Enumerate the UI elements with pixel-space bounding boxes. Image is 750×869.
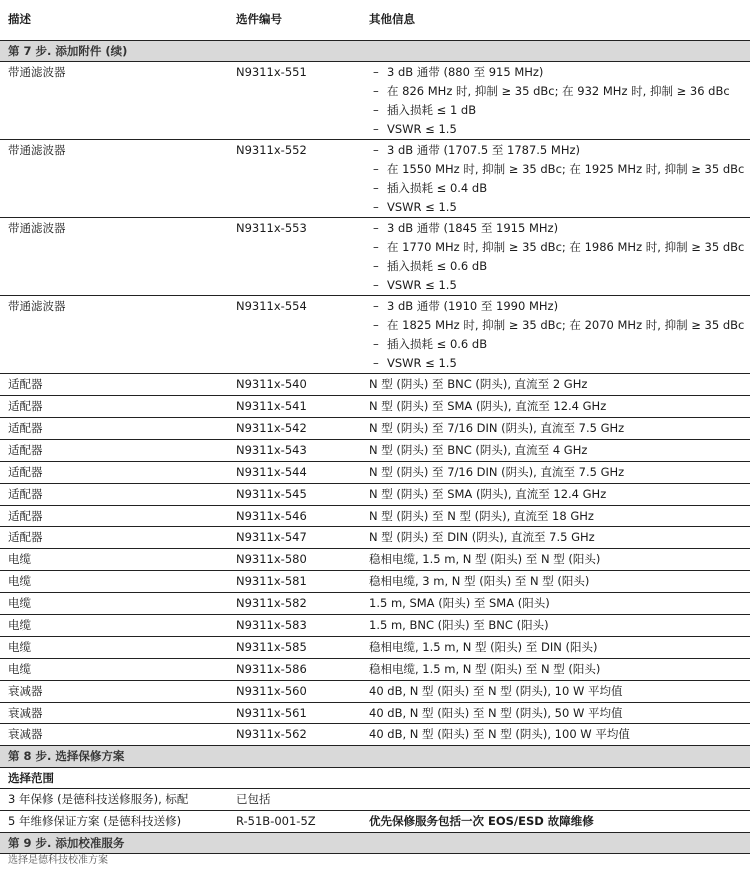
spec-item: – 插入损耗 ≤ 0.4 dB bbox=[369, 179, 750, 198]
row-info bbox=[361, 789, 750, 811]
row-option-code: N9311x-544 bbox=[228, 461, 361, 483]
row-option-code: N9311x-541 bbox=[228, 396, 361, 418]
spec-item: – 在 1825 MHz 时, 抑制 ≥ 35 dBc; 在 2070 MHz 时, 抑制 ≥ 35 dBc bbox=[369, 316, 750, 335]
table-row bbox=[0, 296, 750, 374]
row-info: N 型 (阴头) 至 DIN (阴头), 直流至 7.5 GHz bbox=[361, 527, 750, 549]
header-other-info: 其他信息 bbox=[361, 0, 750, 41]
row-option-code: N9311x-546 bbox=[228, 505, 361, 527]
spec-item: – VSWR ≤ 1.5 bbox=[369, 276, 750, 295]
spec-item: – 3 dB 通带 (1845 至 1915 MHz) bbox=[369, 219, 750, 238]
row-option-code: N9311x-583 bbox=[228, 615, 361, 637]
spec-item: – VSWR ≤ 1.5 bbox=[369, 120, 750, 139]
section-title: 第 8 步. 选择保修方案 bbox=[0, 746, 750, 767]
row-info: 优先保修服务包括一次 EOS/ESD 故障维修 bbox=[361, 811, 750, 833]
row-description: 带通滤波器 bbox=[0, 296, 228, 374]
row-description: 5 年维修保证方案 (是德科技送修) bbox=[0, 811, 228, 833]
spec-item: – 3 dB 通带 (880 至 915 MHz) bbox=[369, 63, 750, 82]
header-option-number: 选件编号 bbox=[228, 0, 361, 41]
row-description: 电缆 bbox=[0, 615, 228, 637]
row-description: 衰减器 bbox=[0, 680, 228, 702]
row-option-code: N9311x-552 bbox=[228, 140, 361, 218]
row-info: 稳相电缆, 1.5 m, N 型 (阳头) 至 DIN (阳头) bbox=[361, 636, 750, 658]
table-row-partial bbox=[0, 854, 750, 869]
row-specs bbox=[361, 62, 750, 140]
table-row bbox=[0, 789, 750, 811]
row-info: N 型 (阴头) 至 N 型 (阴头), 直流至 18 GHz bbox=[361, 505, 750, 527]
row-option-code: N9311x-560 bbox=[228, 680, 361, 702]
row-description: 衰减器 bbox=[0, 702, 228, 724]
row-description: 带通滤波器 bbox=[0, 62, 228, 140]
row-description: 适配器 bbox=[0, 527, 228, 549]
row-info: N 型 (阴头) 至 SMA (阴头), 直流至 12.4 GHz bbox=[361, 483, 750, 505]
row-info: 稳相电缆, 3 m, N 型 (阳头) 至 N 型 (阳头) bbox=[361, 571, 750, 593]
table-row bbox=[0, 483, 750, 505]
row-option-code: N9311x-540 bbox=[228, 374, 361, 396]
row-info: N 型 (阴头) 至 BNC (阴头), 直流至 2 GHz bbox=[361, 374, 750, 396]
row-option-code: N9311x-554 bbox=[228, 296, 361, 374]
row-option-code: N9311x-551 bbox=[228, 62, 361, 140]
table-row bbox=[0, 218, 750, 296]
table-row bbox=[0, 527, 750, 549]
spec-item: – 插入损耗 ≤ 0.6 dB bbox=[369, 257, 750, 276]
table-row bbox=[0, 571, 750, 593]
row-specs bbox=[361, 140, 750, 218]
table-row bbox=[0, 615, 750, 637]
row-description: 电缆 bbox=[0, 658, 228, 680]
row-description: 适配器 bbox=[0, 396, 228, 418]
row-option-code: R-51B-001-5Z bbox=[228, 811, 361, 833]
row-info: 40 dB, N 型 (阳头) 至 N 型 (阴头), 50 W 平均值 bbox=[361, 702, 750, 724]
section-title: 第 9 步. 添加校准服务 bbox=[0, 833, 750, 854]
table-row bbox=[0, 439, 750, 461]
table-row bbox=[0, 658, 750, 680]
row-info: N 型 (阴头) 至 BNC (阴头), 直流至 4 GHz bbox=[361, 439, 750, 461]
section-step9 bbox=[0, 833, 750, 854]
row-description: 适配器 bbox=[0, 417, 228, 439]
row-description: 电缆 bbox=[0, 571, 228, 593]
spec-item: – 插入损耗 ≤ 1 dB bbox=[369, 101, 750, 120]
row-description: 电缆 bbox=[0, 549, 228, 571]
table-row bbox=[0, 417, 750, 439]
row-description: 带通滤波器 bbox=[0, 218, 228, 296]
table-row bbox=[0, 140, 750, 218]
header-description: 描述 bbox=[0, 0, 228, 41]
row-option-code: N9311x-581 bbox=[228, 571, 361, 593]
row-option-code: N9311x-542 bbox=[228, 417, 361, 439]
row-description: 适配器 bbox=[0, 374, 228, 396]
row-option-code: N9311x-547 bbox=[228, 527, 361, 549]
spec-item: – 插入损耗 ≤ 0.6 dB bbox=[369, 335, 750, 354]
row-description: 电缆 bbox=[0, 636, 228, 658]
table-row bbox=[0, 505, 750, 527]
spec-item: – 在 1550 MHz 时, 抑制 ≥ 35 dBc; 在 1925 MHz 时, 抑制 ≥ 35 dBc bbox=[369, 160, 750, 179]
row-info: 稳相电缆, 1.5 m, N 型 (阳头) 至 N 型 (阳头) bbox=[361, 549, 750, 571]
table-row bbox=[0, 62, 750, 140]
spec-item: – 3 dB 通带 (1707.5 至 1787.5 MHz) bbox=[369, 141, 750, 160]
table-row bbox=[0, 680, 750, 702]
spec-item: – 在 1770 MHz 时, 抑制 ≥ 35 dBc; 在 1986 MHz 时, 抑制 ≥ 35 dBc bbox=[369, 238, 750, 257]
table-row bbox=[0, 374, 750, 396]
row-description: 选择是德科技校准方案 bbox=[8, 855, 108, 867]
spec-item: – 3 dB 通带 (1910 至 1990 MHz) bbox=[369, 297, 750, 316]
row-option-code: N9311x-545 bbox=[228, 483, 361, 505]
row-description: 适配器 bbox=[0, 505, 228, 527]
row-option-code: N9311x-553 bbox=[228, 218, 361, 296]
row-specs bbox=[361, 296, 750, 374]
spec-item: – VSWR ≤ 1.5 bbox=[369, 198, 750, 217]
table-row bbox=[0, 702, 750, 724]
row-option-code: 已包括 bbox=[228, 789, 361, 811]
table-row bbox=[0, 724, 750, 746]
table-row bbox=[0, 396, 750, 418]
row-description: 适配器 bbox=[0, 439, 228, 461]
row-info: 1.5 m, BNC (阳头) 至 BNC (阳头) bbox=[361, 615, 750, 637]
row-info: 稳相电缆, 1.5 m, N 型 (阳头) 至 N 型 (阳头) bbox=[361, 658, 750, 680]
table-row bbox=[0, 593, 750, 615]
subheader-row bbox=[0, 767, 750, 789]
table-header-row bbox=[0, 0, 750, 41]
row-option-code: N9311x-580 bbox=[228, 549, 361, 571]
row-info: 40 dB, N 型 (阳头) 至 N 型 (阴头), 100 W 平均值 bbox=[361, 724, 750, 746]
subheader-title: 选择范围 bbox=[0, 767, 750, 789]
row-specs bbox=[361, 218, 750, 296]
row-option-code: N9311x-562 bbox=[228, 724, 361, 746]
row-description: 适配器 bbox=[0, 461, 228, 483]
spec-item: – 在 826 MHz 时, 抑制 ≥ 35 dBc; 在 932 MHz 时, 抑制 ≥ 36 dBc bbox=[369, 82, 750, 101]
row-info: N 型 (阴头) 至 7/16 DIN (阴头), 直流至 7.5 GHz bbox=[361, 417, 750, 439]
row-option-code: N9311x-582 bbox=[228, 593, 361, 615]
row-description: 衰减器 bbox=[0, 724, 228, 746]
section-title: 第 7 步. 添加附件 (续) bbox=[0, 41, 750, 62]
table-row bbox=[0, 461, 750, 483]
row-option-code: N9311x-543 bbox=[228, 439, 361, 461]
row-option-code: N9311x-585 bbox=[228, 636, 361, 658]
section-step8 bbox=[0, 746, 750, 767]
row-info: N 型 (阴头) 至 7/16 DIN (阴头), 直流至 7.5 GHz bbox=[361, 461, 750, 483]
table-row bbox=[0, 811, 750, 833]
row-description: 带通滤波器 bbox=[0, 140, 228, 218]
row-info: 1.5 m, SMA (阳头) 至 SMA (阳头) bbox=[361, 593, 750, 615]
section-step7 bbox=[0, 41, 750, 62]
row-info: N 型 (阴头) 至 SMA (阴头), 直流至 12.4 GHz bbox=[361, 396, 750, 418]
row-option-code: N9311x-586 bbox=[228, 658, 361, 680]
row-description: 适配器 bbox=[0, 483, 228, 505]
row-info: 40 dB, N 型 (阳头) 至 N 型 (阴头), 10 W 平均值 bbox=[361, 680, 750, 702]
table-row bbox=[0, 636, 750, 658]
table-row bbox=[0, 549, 750, 571]
row-option-code: N9311x-561 bbox=[228, 702, 361, 724]
row-description: 电缆 bbox=[0, 593, 228, 615]
row-description: 3 年保修 (是德科技送修服务), 标配 bbox=[0, 789, 228, 811]
spec-item: – VSWR ≤ 1.5 bbox=[369, 354, 750, 373]
